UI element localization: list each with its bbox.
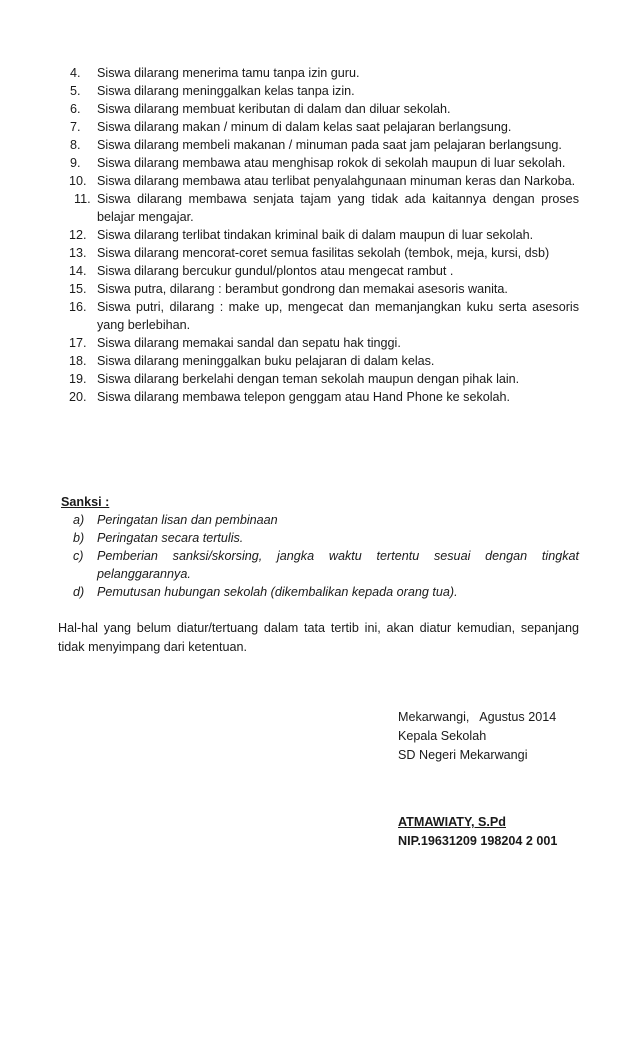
rule-text: Siswa dilarang memakai sandal dan sepatu hak tinggi.: [97, 336, 401, 350]
rule-text: Siswa dilarang membawa senjata tajam yang tidak ada kaitannya dengan proses belajar mengajar.: [97, 192, 579, 224]
rule-text: Siswa dilarang membeli makanan / minuman pada saat jam pelajaran berlangsung.: [97, 138, 562, 152]
rule-number: 20.: [69, 390, 87, 404]
sanksi-heading: Sanksi :: [61, 495, 110, 509]
rule-text: Siswa putri, dilarang : make up, mengecat dan memanjangkan kuku serta asesoris yang berlebihan.: [97, 300, 579, 332]
rule-text: Siswa dilarang meninggalkan buku pelajaran di dalam kelas.: [97, 354, 435, 368]
sanksi-letter: a): [73, 513, 85, 527]
rule-text: Siswa dilarang meninggalkan kelas tanpa izin.: [97, 84, 355, 98]
sanksi-item: [58, 583, 579, 601]
rule-text: Siswa dilarang membuat keributan di dalam dan diluar sekolah.: [97, 102, 451, 116]
rule-item: [58, 82, 579, 100]
sanksi-letter: c): [73, 549, 84, 563]
rule-number: 9.: [70, 156, 81, 170]
closing-paragraph: Hal-hal yang belum diatur/tertuang dalam tata tertib ini, akan diatur kemudian, sepanjang tidak menyimpang dari ketentuan.: [58, 621, 579, 654]
sanksi-item: [58, 529, 579, 547]
rule-text: Siswa dilarang menerima tamu tanpa izin guru.: [97, 66, 360, 80]
rule-number: 15.: [69, 282, 87, 296]
rule-item: [58, 352, 579, 370]
rule-text: Siswa dilarang membawa atau terlibat penyalahgunaan minuman keras dan Narkoba.: [97, 174, 576, 188]
sanksi-text: Peringatan lisan dan pembinaan: [97, 513, 278, 527]
rule-item: [58, 190, 579, 226]
rule-item: [58, 172, 579, 190]
sanksi-list: [58, 511, 579, 601]
rule-item: [58, 388, 579, 406]
rule-item: [58, 298, 579, 334]
rule-item: [58, 244, 579, 262]
rule-number: 18.: [69, 354, 87, 368]
rule-number: 8.: [70, 138, 81, 152]
rule-text: Siswa dilarang mencorat-coret semua fasilitas sekolah (tembok, meja, kursi, dsb): [97, 246, 550, 260]
sanksi-text: Pemutusan hubungan sekolah (dikembalikan kepada orang tua).: [97, 585, 458, 599]
rule-number: 4.: [70, 66, 81, 80]
sanksi-item: [58, 547, 579, 583]
sanksi-letter: b): [73, 531, 85, 545]
rule-number: 12.: [69, 228, 87, 242]
rule-number: 6.: [70, 102, 81, 116]
signer-name: ATMAWIATY, S.Pd: [398, 815, 506, 829]
rule-item: [58, 226, 579, 244]
rule-item: [58, 118, 579, 136]
rule-text: Siswa dilarang bercukur gundul/plontos atau mengecat rambut .: [97, 264, 454, 278]
sanksi-item: [58, 511, 579, 529]
rule-text: Siswa dilarang terlibat tindakan kriminal baik di dalam maupun di luar sekolah.: [97, 228, 534, 242]
sanksi-text: Pemberian sanksi/skorsing, jangka waktu tertentu sesuai dengan tingkat pelanggarannya.: [97, 549, 579, 581]
rule-number: 19.: [69, 372, 87, 386]
signer-position: Kepala Sekolah: [398, 729, 487, 743]
rule-item: [58, 136, 579, 154]
rule-number: 7.: [70, 120, 81, 134]
place-date: Mekarwangi, Agustus 2014: [398, 710, 557, 724]
rule-item: [58, 64, 579, 82]
rule-number: 10.: [69, 174, 87, 188]
rule-item: [58, 154, 579, 172]
rule-text: Siswa dilarang berkelahi dengan teman sekolah maupun dengan pihak lain.: [97, 372, 520, 386]
rule-number: 11.: [74, 192, 91, 206]
signer-nip: NIP.19631209 198204 2 001: [398, 834, 558, 848]
rule-text: Siswa dilarang makan / minum di dalam kelas saat pelajaran berlangsung.: [97, 120, 512, 134]
rule-number: 14.: [69, 264, 87, 278]
signature-block: [398, 708, 588, 765]
rule-number: 17.: [69, 336, 87, 350]
rule-text: Siswa dilarang membawa telepon genggam atau Hand Phone ke sekolah.: [97, 390, 511, 404]
rules-list: [58, 64, 579, 406]
rule-item: [58, 370, 579, 388]
rule-item: [58, 334, 579, 352]
rule-text: Siswa putra, dilarang : berambut gondrong dan memakai asesoris wanita.: [97, 282, 508, 296]
rule-number: 13.: [69, 246, 87, 260]
school-name: SD Negeri Mekarwangi: [398, 748, 528, 762]
sanksi-text: Peringatan secara tertulis.: [97, 531, 244, 545]
rule-number: 5.: [70, 84, 81, 98]
rule-item: [58, 100, 579, 118]
sanksi-letter: d): [73, 585, 85, 599]
rule-number: 16.: [69, 300, 87, 314]
rule-text: Siswa dilarang membawa atau menghisap rokok di sekolah maupun di luar sekolah.: [97, 156, 566, 170]
rule-item: [58, 262, 579, 280]
rule-item: [58, 280, 579, 298]
